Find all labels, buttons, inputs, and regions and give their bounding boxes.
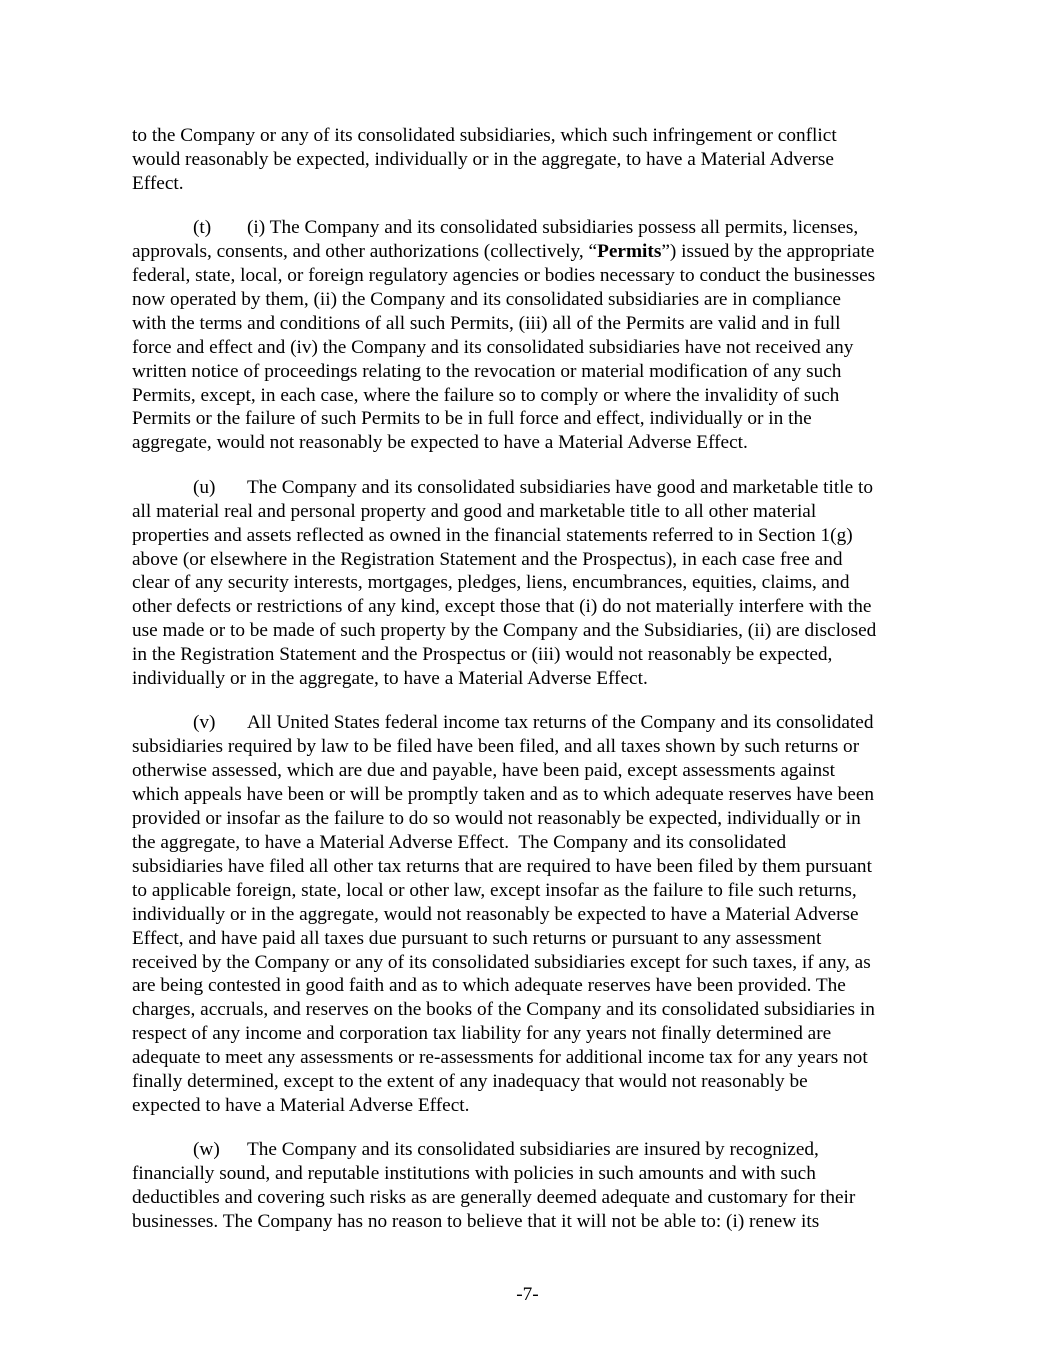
- text-line: federal, state, local, or foreign regulatory agencies or bodies necessary to conduct the businesses: [132, 265, 876, 287]
- text-line: Effect, and have paid all taxes due pursuant to such returns or pursuant to any assessment: [132, 927, 822, 949]
- text-line: written notice of proceedings relating to the revocation or material modification of any such: [132, 360, 842, 382]
- text-line: the aggregate, to have a Material Adverse Effect. The Company and its consolidated: [132, 831, 787, 853]
- text-line: all material real and personal property and good and marketable title to all other material: [132, 500, 817, 522]
- text-line: with the terms and conditions of all such Permits, (iii) all of the Permits are valid and in full: [132, 312, 841, 334]
- section-text: The Company and its consolidated subsidiaries have good and marketable title to: [247, 476, 873, 498]
- text-line: [132, 476, 932, 500]
- section-label: (v): [193, 712, 216, 734]
- text-line: in the Registration Statement and the Prospectus or (iii) would not reasonably be expected,: [132, 644, 833, 666]
- text-line: above (or elsewhere in the Registration Statement and the Prospectus), in each case free and: [132, 548, 843, 570]
- text-line: [132, 240, 932, 264]
- text-line: finally determined, except to the extent of any inadequacy that would not reasonably be: [132, 1071, 808, 1093]
- text-line: respect of any income and corporation tax liability for any years not finally determined are: [132, 1023, 832, 1045]
- text-line: received by the Company or any of its consolidated subsidiaries except for such taxes, if any, as: [132, 951, 871, 973]
- text-line: to applicable foreign, state, local or other law, except insofar as the failure to file such returns,: [132, 879, 857, 901]
- section-label: (u): [193, 476, 216, 498]
- text-line: would reasonably be expected, individually or in the aggregate, to have a Material Adverse: [132, 148, 834, 170]
- text-line: force and effect and (iv) the Company and its consolidated subsidiaries have not received any: [132, 336, 854, 358]
- text-line: Effect.: [132, 172, 184, 194]
- page-number: -7-: [516, 1284, 539, 1305]
- text-line: which appeals have been or will be promptly taken and as to which adequate reserves have been: [132, 784, 875, 806]
- text-line: other defects or restrictions of any kind, except those that (i) do not materially interfere with the: [132, 596, 872, 618]
- section-text: (i) The Company and its consolidated subsidiaries possess all permits, licenses,: [247, 217, 859, 239]
- text-line: clear of any security interests, mortgages, pledges, liens, encumbrances, equities, claims, and: [132, 572, 850, 594]
- text-line: provided or insofar as the failure to do so would not reasonably be expected, individually or in: [132, 808, 861, 830]
- paragraph-section-t: [132, 216, 932, 455]
- text-line: individually or in the aggregate, would not reasonably be expected to have a Material Adverse: [132, 903, 859, 925]
- text-line: financially sound, and reputable institutions with policies in such amounts and with such: [132, 1163, 816, 1185]
- paragraph-continuation: [132, 124, 932, 196]
- section-label: (t): [193, 217, 212, 239]
- paragraph-section-v: [132, 711, 932, 1117]
- text-line: [132, 1138, 932, 1162]
- paragraph-section-w: [132, 1138, 932, 1234]
- section-text: All United States federal income tax returns of the Company and its consolidated: [247, 712, 874, 734]
- text-line: Permits, except, in each case, where the failure so to comply or where the invalidity of such: [132, 384, 840, 406]
- text-line: to the Company or any of its consolidated subsidiaries, which such infringement or conflict: [132, 125, 837, 146]
- document-body: [132, 124, 932, 1234]
- text-line: businesses. The Company has no reason to believe that it will not be able to: (i) renew its: [132, 1211, 820, 1233]
- section-text: The Company and its consolidated subsidiaries are insured by recognized,: [247, 1139, 819, 1161]
- text-line: deductibles and covering such risks as are generally deemed adequate and customary for their: [132, 1187, 856, 1209]
- text-line: [132, 216, 932, 240]
- text-line: adequate to meet any assessments or re-assessments for additional income tax for any years not: [132, 1047, 868, 1069]
- text-line: subsidiaries required by law to be filed have been filed, and all taxes shown by such returns or: [132, 736, 860, 758]
- section-text: approvals, consents, and other authorizations (collectively, “: [132, 241, 598, 263]
- text-line: properties and assets reflected as owned in the financial statements referred to in Section 1(g): [132, 524, 853, 546]
- paragraph-section-u: [132, 476, 932, 691]
- section-text: ”) issued by the appropriate: [661, 241, 875, 263]
- text-line: expected to have a Material Adverse Effect.: [132, 1094, 470, 1116]
- text-line: subsidiaries have filed all other tax returns that are required to have been filed by them pursuant: [132, 855, 872, 877]
- text-line: individually or in the aggregate, to have a Material Adverse Effect.: [132, 668, 648, 690]
- defined-term: Permits: [597, 241, 662, 263]
- text-line: now operated by them, (ii) the Company and its consolidated subsidiaries are in compliance: [132, 288, 841, 310]
- text-line: charges, accruals, and reserves on the books of the Company and its consolidated subsidiaries in: [132, 999, 875, 1021]
- text-line: Permits or the failure of such Permits to be in full force and effect, individually or in the: [132, 408, 812, 430]
- text-line: aggregate, would not reasonably be expected to have a Material Adverse Effect.: [132, 432, 748, 454]
- section-label: (w): [193, 1139, 220, 1161]
- text-line: are being contested in good faith and as to which adequate reserves have been provided. The: [132, 975, 846, 997]
- text-line: use made or to be made of such property by the Company and the Subsidiaries, (ii) are disclosed: [132, 620, 877, 642]
- text-line: otherwise assessed, which are due and payable, have been paid, except assessments against: [132, 760, 835, 782]
- text-line: [132, 711, 932, 735]
